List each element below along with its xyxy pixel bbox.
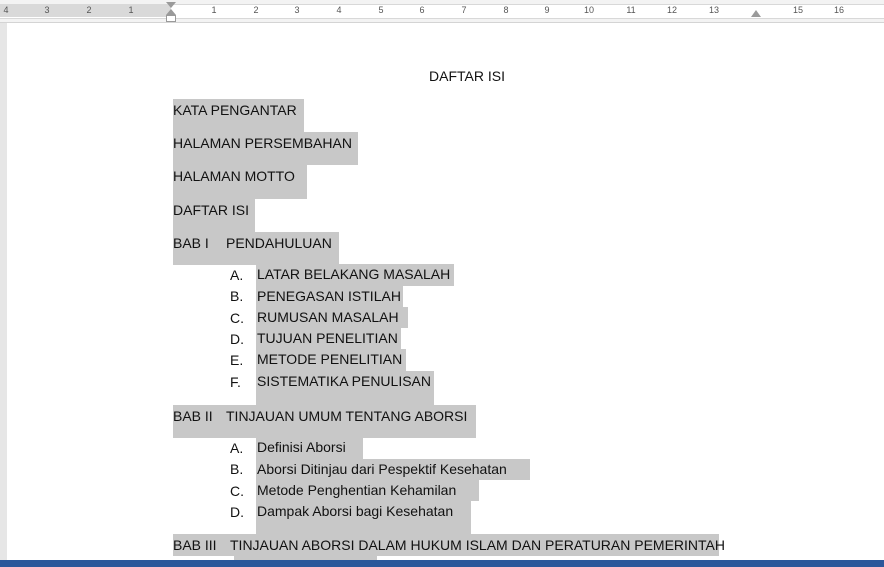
ruler-number: 1 [128,5,134,15]
ruler-number: 4 [3,5,9,15]
ruler-number: 3 [294,5,300,15]
chapter-title: TINJAUAN UMUM TENTANG ABORSI [226,408,468,424]
ruler-number: 4 [336,5,342,15]
right-indent-icon[interactable] [751,10,761,17]
chapter-heading[interactable] [173,232,339,265]
ruler-number: 10 [583,5,595,15]
status-bar [0,560,884,567]
toc-entry-text: HALAMAN PERSEMBAHAN [173,135,352,151]
toc-entry-text: HALAMAN MOTTO [173,168,295,184]
chapter-title: TINJAUAN ABORSI DALAM HUKUM ISLAM DAN PERATURAN PEMERINTAH [230,537,725,553]
list-item[interactable]: PENEGASAN ISTILAH [256,286,403,307]
list-item[interactable]: Dampak Aborsi bagi Kesehatan [256,501,471,534]
list-item[interactable]: METODE PENELITIAN [256,349,406,371]
list-item[interactable]: LATAR BELAKANG MASALAH [256,264,454,286]
toc-entry-text: KATA PENGANTAR [173,102,297,118]
page-title: DAFTAR ISI [429,68,505,84]
ruler-number: 15 [792,5,804,15]
ruler-number: 2 [253,5,259,15]
list-letter: D. [230,504,244,520]
ruler-number: 16 [833,5,845,15]
list-item[interactable]: Definisi Aborsi [256,437,363,459]
list-letter: D. [230,331,244,347]
toc-entry[interactable] [173,132,358,165]
list-letter: A. [230,440,244,456]
toc-entry[interactable] [173,165,307,199]
toc-entry[interactable] [173,99,304,132]
horizontal-ruler[interactable] [0,0,884,23]
left-indent-box-icon[interactable] [166,15,176,22]
list-letter: B. [230,461,244,477]
ruler-number: 6 [419,5,425,15]
ruler-number: 2 [86,5,92,15]
list-item[interactable]: SISTEMATIKA PENULISAN [256,371,434,405]
ruler-number: 11 [626,5,636,15]
list-letter: F. [230,374,241,390]
chapter-heading[interactable] [173,534,725,556]
list-letter: C. [230,483,244,499]
list-item[interactable]: Metode Penghentian Kehamilan [256,480,479,501]
list-item[interactable]: TUJUAN PENELITIAN [256,328,401,349]
toc-entry-text: DAFTAR ISI [173,202,249,218]
list-item[interactable]: RUMUSAN MASALAH [256,307,408,328]
list-letter: C. [230,310,244,326]
list-letter: A. [230,267,244,283]
ruler-number: 5 [378,5,384,15]
left-indent-marker[interactable] [165,2,177,22]
ruler-number: 3 [44,5,50,15]
chapter-title: PENDAHULUAN [226,235,332,251]
document-page[interactable] [7,23,884,560]
chapter-number: BAB II [173,408,213,424]
ruler-number: 1 [211,5,217,15]
toc-entry[interactable] [173,199,255,232]
chapter-heading[interactable] [173,405,476,438]
list-item[interactable]: Aborsi Ditinjau dari Pespektif Kesehatan [256,459,530,480]
ruler-number: 8 [503,5,509,15]
ruler-number: 12 [666,5,678,15]
chapter-number: BAB I [173,235,209,251]
list-letter: E. [230,352,244,368]
chapter-number: BAB III [173,537,217,553]
ruler-number: 9 [544,5,550,15]
list-letter: B. [230,288,244,304]
first-line-indent-icon[interactable] [166,2,176,8]
ruler-number: 13 [708,5,720,15]
ruler-number: 7 [461,5,467,15]
